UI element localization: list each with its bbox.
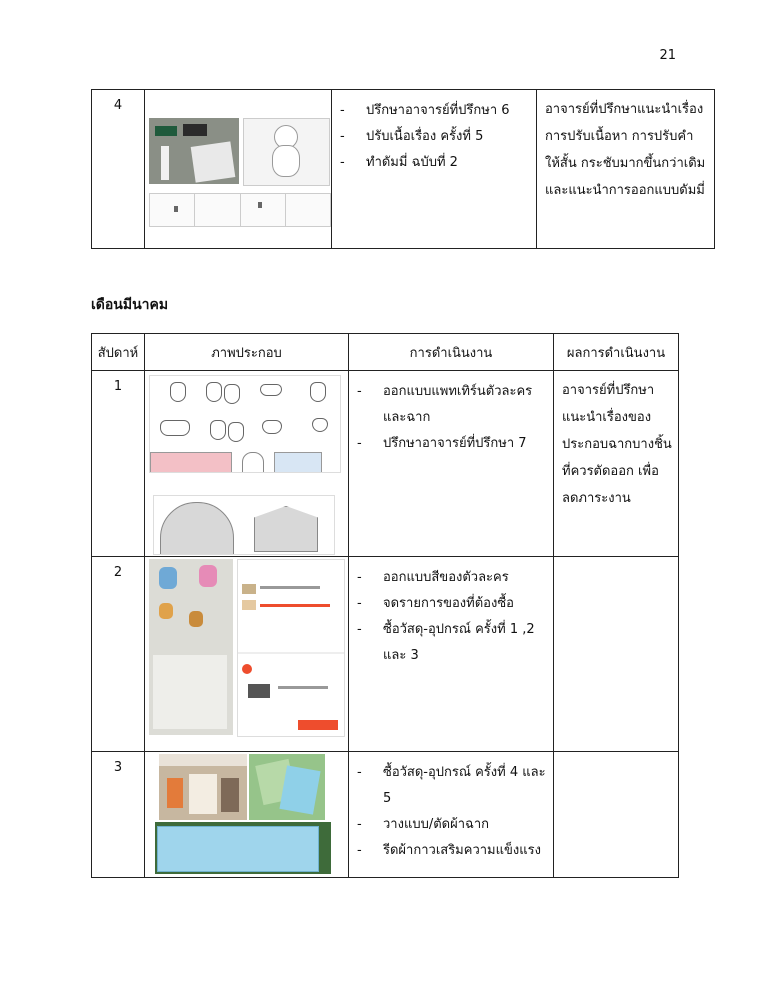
list-item: - ทำดัมมี่ ฉบับที่ 2 — [362, 150, 530, 176]
list-item: - ปรึกษาอาจารย์ที่ปรึกษา 6 — [362, 98, 530, 124]
week-number: 1 — [92, 371, 145, 557]
activity-list — [349, 752, 553, 864]
table-row — [92, 752, 679, 878]
list-item: - ซื้อวัสดุ-อุปกรณ์ ครั้งที่ 4 และ 5 — [379, 760, 547, 812]
materials-photo — [149, 118, 239, 184]
result-text — [554, 557, 678, 563]
result-cell — [537, 90, 715, 249]
page-number: 21 — [659, 48, 676, 63]
week-number: 4 — [92, 90, 145, 249]
illustration-cell — [145, 752, 349, 878]
progress-table-february — [91, 89, 715, 249]
activities-cell — [349, 752, 554, 878]
week-number: 2 — [92, 557, 145, 752]
result-text: อาจารย์ที่ปรึกษาแนะนำเรื่องของประกอบฉากบางชิ้นที่ควรตัดออก เพื่อลดภาระงาน — [562, 383, 672, 506]
table-row — [92, 371, 679, 557]
header-result: ผลการดำเนินงาน — [554, 334, 679, 371]
color-design-photo — [149, 559, 233, 735]
month-heading: เดือนมีนาคม — [91, 297, 169, 313]
dummy-book-strip — [149, 193, 331, 227]
header-week: สัปดาห์ — [92, 334, 145, 371]
list-item: - ปรับเนื้อเรื่อง ครั้งที่ 5 — [362, 124, 530, 150]
fabric-swatches-photo — [249, 754, 325, 820]
result-text: อาจารย์ที่ปรึกษาแนะนำเรื่องการปรับเนื้อหา การปรับคำให้สั้น กระชับมากขึ้นกว่าเดิม และแนะนำการออกแบบดัมมี่ — [545, 102, 706, 198]
shopping-list-screenshot — [237, 559, 345, 737]
list-item: - จดรายการของที่ต้องซื้อ — [379, 591, 547, 617]
illustration-cell — [145, 557, 349, 752]
header-illustration: ภาพประกอบ — [145, 334, 349, 371]
activity-list — [332, 90, 536, 176]
list-item: - รีดผ้ากาวเสริมความแข็งแรง — [379, 838, 547, 864]
list-item: - ปรึกษาอาจารย์ที่ปรึกษา 7 — [379, 431, 547, 457]
character-pattern-sheet — [149, 375, 341, 473]
list-item: - ซื้อวัสดุ-อุปกรณ์ ครั้งที่ 1 ,2 และ 3 — [379, 617, 547, 669]
list-item: - วางแบบ/ตัดผ้าฉาก — [379, 812, 547, 838]
activity-list — [349, 371, 553, 457]
result-cell — [554, 557, 679, 752]
result-cell — [554, 752, 679, 878]
list-item: - ออกแบบแพทเทิร์นตัวละครและฉาก — [379, 379, 547, 431]
header-activities: การดำเนินงาน — [349, 334, 554, 371]
activity-list — [349, 557, 553, 669]
activities-cell — [349, 557, 554, 752]
illustration-cell — [145, 371, 349, 557]
table-header-row — [92, 334, 679, 371]
fabric-shop-photo — [159, 754, 247, 820]
table-row — [92, 557, 679, 752]
dummy-sketch-image — [243, 118, 330, 186]
result-text — [554, 752, 678, 758]
week-number: 3 — [92, 752, 145, 878]
activities-cell — [332, 90, 537, 249]
table-row — [92, 90, 715, 249]
activities-cell — [349, 371, 554, 557]
illustration-cell — [145, 90, 332, 249]
list-item: - ออกแบบสีของตัวละคร — [379, 565, 547, 591]
progress-table-march — [91, 333, 679, 878]
result-cell — [554, 371, 679, 557]
cut-fabric-photo — [155, 822, 331, 874]
scene-pattern-image — [153, 495, 335, 555]
